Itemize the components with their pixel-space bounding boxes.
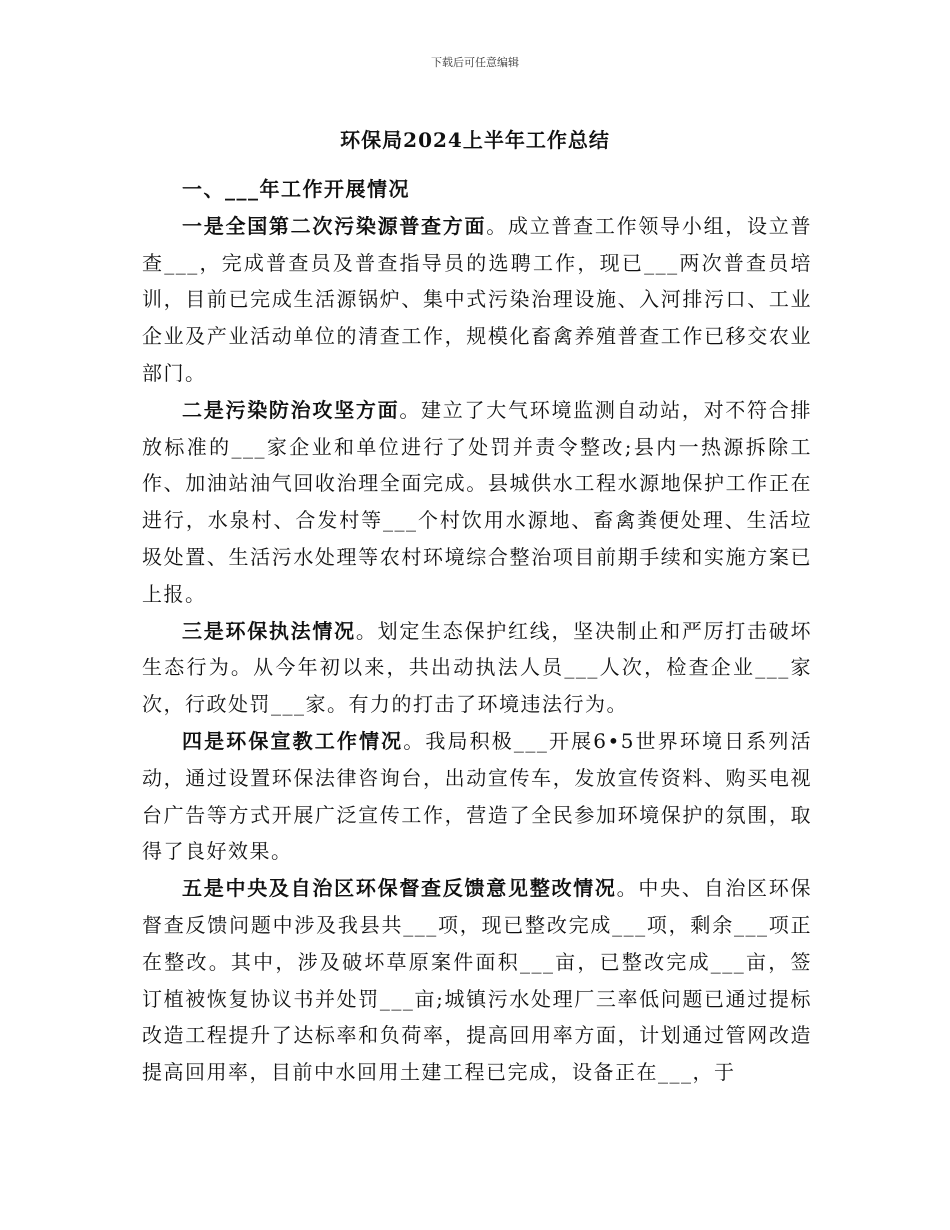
- document-body: [142, 171, 812, 1091]
- paragraph-lead: 一是全国第二次污染源普查方面: [182, 213, 487, 238]
- paragraph-text: 。中央、自治区环保督查反馈问题中涉及我县共___项，现已整改完成___项，剩余___项正在整改。其中，涉及破坏草原案件面积___亩，已整改完成___亩，签订植被恢复协议书并处罚___亩;城镇污水处理厂三率低问题已通过提标改造工程提升了达标率和负荷率，提高回用率方面，计划通过管网改造提高回用率，目前中水回用土建工程已完成，设备正在___，于: [142, 876, 813, 1085]
- paragraph-lead: 三是环保执法情况: [182, 618, 356, 643]
- paragraph-4: [142, 723, 812, 870]
- section-heading: 一、___年工作开展情况: [182, 177, 410, 201]
- paragraph-lead: 五是中央及自治区环保督查反馈意见整改情况: [182, 876, 617, 901]
- paragraph-text: 。划定生态保护红线，坚决制止和严厉打击破坏生态行为。从今年初以来，共出动执法人员___人次，检查企业___家次，行政处罚___家。有力的打击了环境违法行为。: [142, 618, 813, 717]
- header-note: 下载后可任意编辑: [431, 56, 519, 69]
- document-title: 环保局2024上半年工作总结: [340, 128, 610, 152]
- paragraph-5: [142, 870, 812, 1091]
- paragraph-text: 。建立了大气环境监测自动站，对不符合排放标准的___家企业和单位进行了处罚并责令整改;县内一热源拆除工作、加油站油气回收治理全面完成。县城供水工程水源地保护工作正在进行，水泉村、合发村等___个村饮用水源地、畜禽粪便处理、生活垃圾处置、生活污水处理等农村环境综合整治项目前期手续和实施方案已上报。: [142, 397, 813, 606]
- paragraph-lead: 四是环保宣教工作情况: [182, 728, 404, 753]
- paragraph-text: 。成立普查工作领导小组，设立普查___，完成普查员及普查指导员的选聘工作，现已___两次普查员培训，目前已完成生活源锅炉、集中式污染治理设施、入河排污口、工业企业及产业活动单位的清查工作，规模化畜禽养殖普查工作已移交农业部门。: [142, 213, 812, 385]
- paragraph-text: 。我局积极___开展6•5世界环境日系列活动，通过设置环保法律咨询台，出动宣传车，发放宣传资料、购买电视台广告等方式开展广泛宣传工作，营造了全民参加环境保护的氛围，取得了良好效果。: [142, 728, 812, 864]
- paragraph-lead: 二是污染防治攻坚方面: [182, 397, 400, 422]
- paragraph-2: [142, 392, 812, 613]
- paragraph-1: [142, 208, 812, 392]
- paragraph-3: [142, 613, 812, 723]
